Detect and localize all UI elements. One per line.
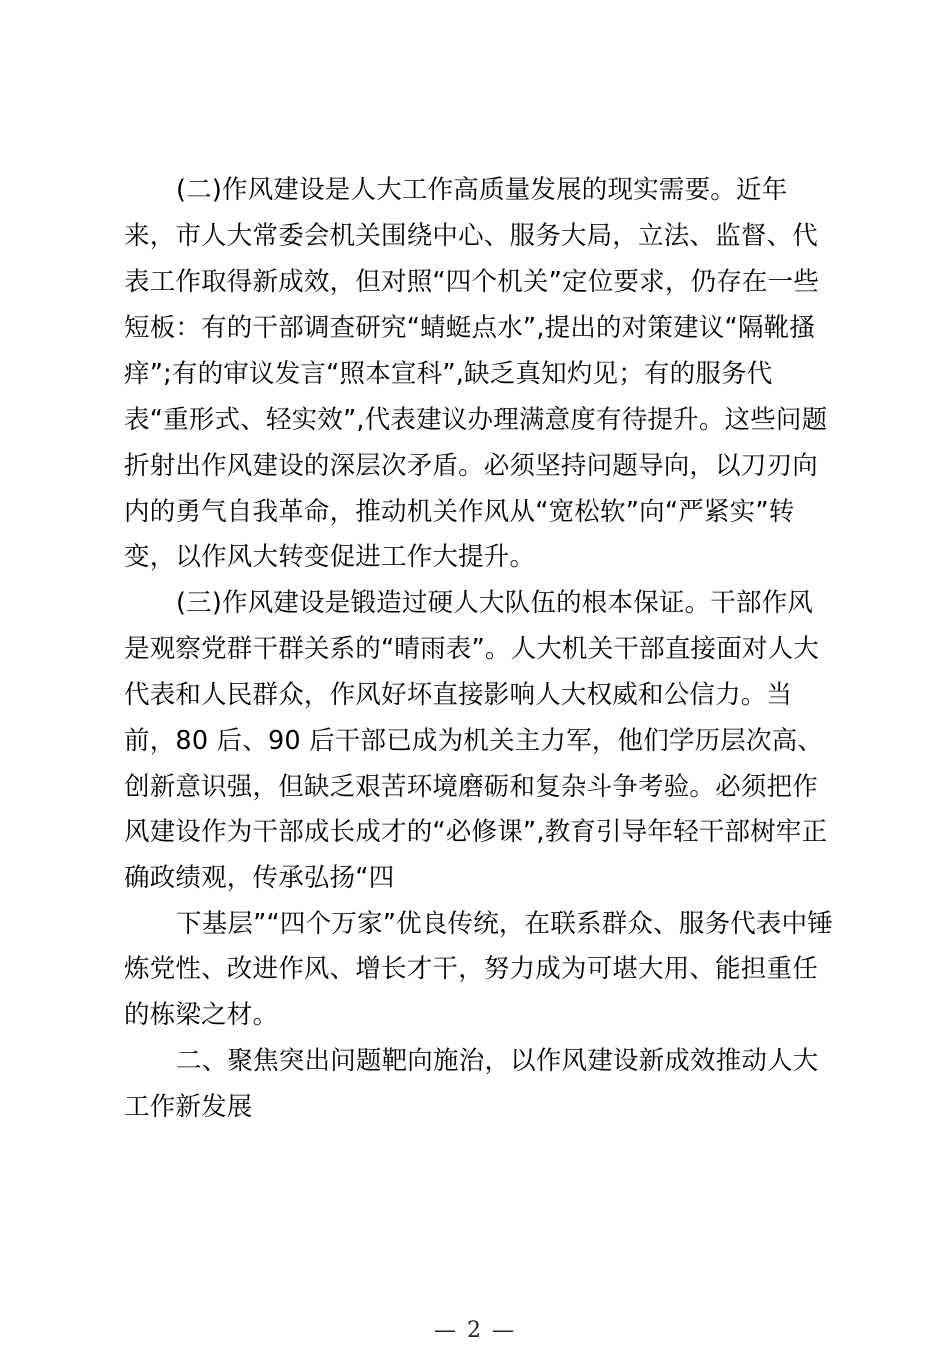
- section-heading-continued: 工作新发展: [124, 1092, 253, 1122]
- page-number: — 2 —: [434, 1318, 516, 1343]
- text-line: 痒”;有的审议发言“照本宣科”,缺乏真知灼见；有的服务代: [124, 359, 773, 389]
- text-line: 风建设作为干部成长成才的“必修课”,教育引导年轻干部树牢正: [124, 817, 828, 847]
- text-line: 下基层”“四个万家”优良传统，在联系群众、服务代表中锤: [176, 909, 834, 939]
- text-line: 确政绩观，传承弘扬“四: [124, 863, 395, 893]
- text-line: 表“重形式、轻实效”,代表建议办理满意度有待提升。这些问题: [124, 405, 828, 435]
- text-line: 来，市人大常委会机关围绕中心、服务大局，立法、监督、代: [124, 221, 818, 251]
- text-line: 表工作取得新成效，但对照“四个机关”定位要求，仍存在一些: [124, 267, 820, 297]
- text-line: 前，80 后、90 后干部已成为机关主力军，他们学历层次高、: [124, 726, 824, 756]
- text-line: 变，以作风大转变促进工作大提升。: [124, 542, 536, 572]
- text-line: 短板：有的干部调查研究“蜻蜓点水”,提出的对策建议“隔靴搔: [124, 313, 816, 343]
- text-line: 的栋梁之材。: [124, 1000, 279, 1030]
- text-line: 内的勇气自我革命，推动机关作风从“宽松软”向“严紧实”转: [124, 497, 795, 527]
- text-line: (三)作风建设是锻造过硬人大队伍的根本保证。干部作风: [176, 588, 814, 618]
- text-line: 是观察党群干群关系的“晴雨表”。人大机关干部直接面对人大: [124, 634, 820, 664]
- text-line: 代表和人民群众，作风好坏直接影响人大权威和公信力。当: [124, 680, 793, 710]
- section-heading: 二、聚焦突出问题靶向施治，以作风建设新成效推动人大: [176, 1046, 819, 1076]
- text-line: 折射出作风建设的深层次矛盾。必须坚持问题导向，以刀刃向: [124, 451, 818, 481]
- text-line: 炼党性、改进作风、增长才干，努力成为可堪大用、能担重任: [124, 954, 818, 984]
- text-line: (二)作风建设是人大工作高质量发展的现实需要。近年: [176, 175, 788, 205]
- text-line: 创新意识强，但缺乏艰苦环境磨砺和复杂斗争考验。必须把作: [124, 772, 818, 802]
